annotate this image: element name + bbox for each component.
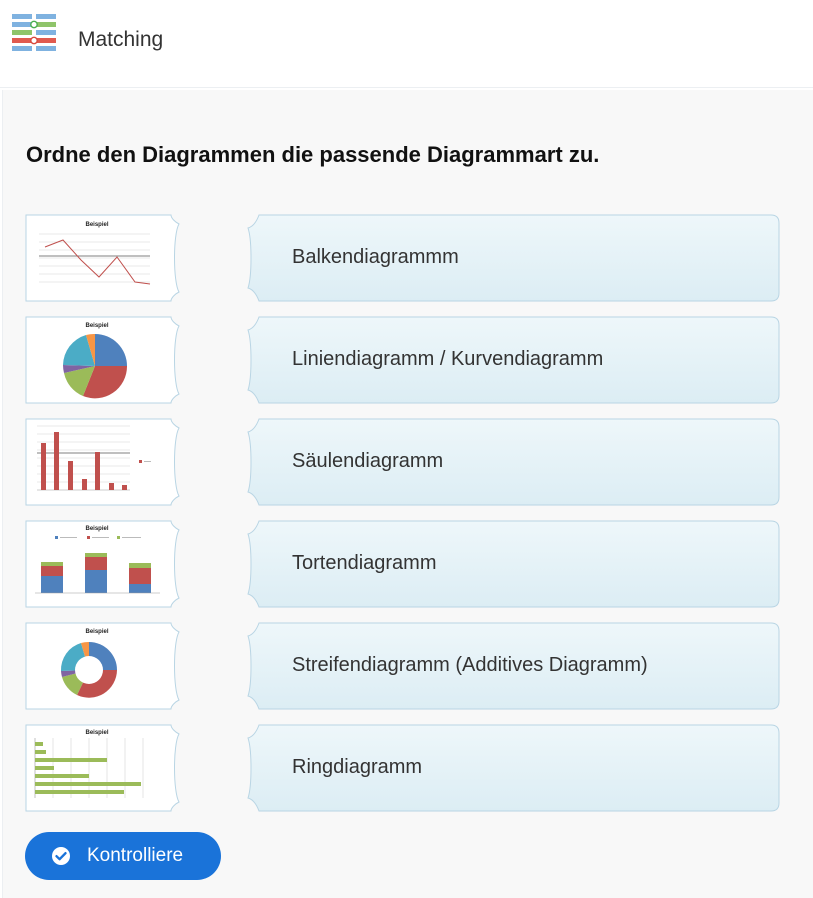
thumbnail-title: Beispiel <box>85 323 109 329</box>
match-row <box>0 724 813 812</box>
check-button-label: Kontrolliere <box>87 845 184 866</box>
question-text: Ordne den Diagrammen die passende Diagrammart zu. <box>26 142 600 167</box>
thumbnail-title: Beispiel <box>85 629 109 635</box>
match-row <box>0 316 813 404</box>
thumbnail-title: Beispiel <box>85 222 109 228</box>
answer-card-streifendiagramm[interactable] <box>247 622 780 710</box>
check-circle-icon <box>51 846 71 866</box>
thumbnail-title: Beispiel <box>85 526 109 532</box>
match-row <box>0 622 813 710</box>
column-chart-thumbnail[interactable] <box>25 418 182 506</box>
answer-label: Tortendiagramm <box>292 552 437 574</box>
match-row <box>0 418 813 506</box>
answer-card-tortendiagramm[interactable] <box>247 520 780 608</box>
top-bar <box>0 0 813 88</box>
match-row <box>0 520 813 608</box>
answer-card-saeulendiagramm[interactable] <box>247 418 780 506</box>
answer-label: Streifendiagramm (Additives Diagramm) <box>292 654 648 676</box>
bar-chart-thumbnail[interactable] <box>25 724 182 812</box>
app-title: Matching <box>78 28 164 51</box>
answer-label: Ringdiagramm <box>292 756 423 778</box>
thumbnail-title: Beispiel <box>85 730 109 736</box>
answer-label: Balkendiagrammm <box>292 246 459 268</box>
matching-app-icon <box>12 13 58 55</box>
line-chart-thumbnail[interactable] <box>25 214 182 302</box>
pie-chart-thumbnail[interactable] <box>25 316 182 404</box>
match-row <box>0 214 813 302</box>
answer-card-liniendiagramm[interactable] <box>247 316 780 404</box>
stacked-column-chart-thumbnail[interactable] <box>25 520 182 608</box>
answer-label: Liniendiagramm / Kurvendiagramm <box>292 348 604 370</box>
answer-card-balkendiagramm[interactable] <box>247 214 780 302</box>
check-button[interactable] <box>25 832 221 880</box>
answer-card-ringdiagramm[interactable] <box>247 724 780 812</box>
answer-label: Säulendiagramm <box>292 450 444 472</box>
donut-chart-thumbnail[interactable] <box>25 622 182 710</box>
